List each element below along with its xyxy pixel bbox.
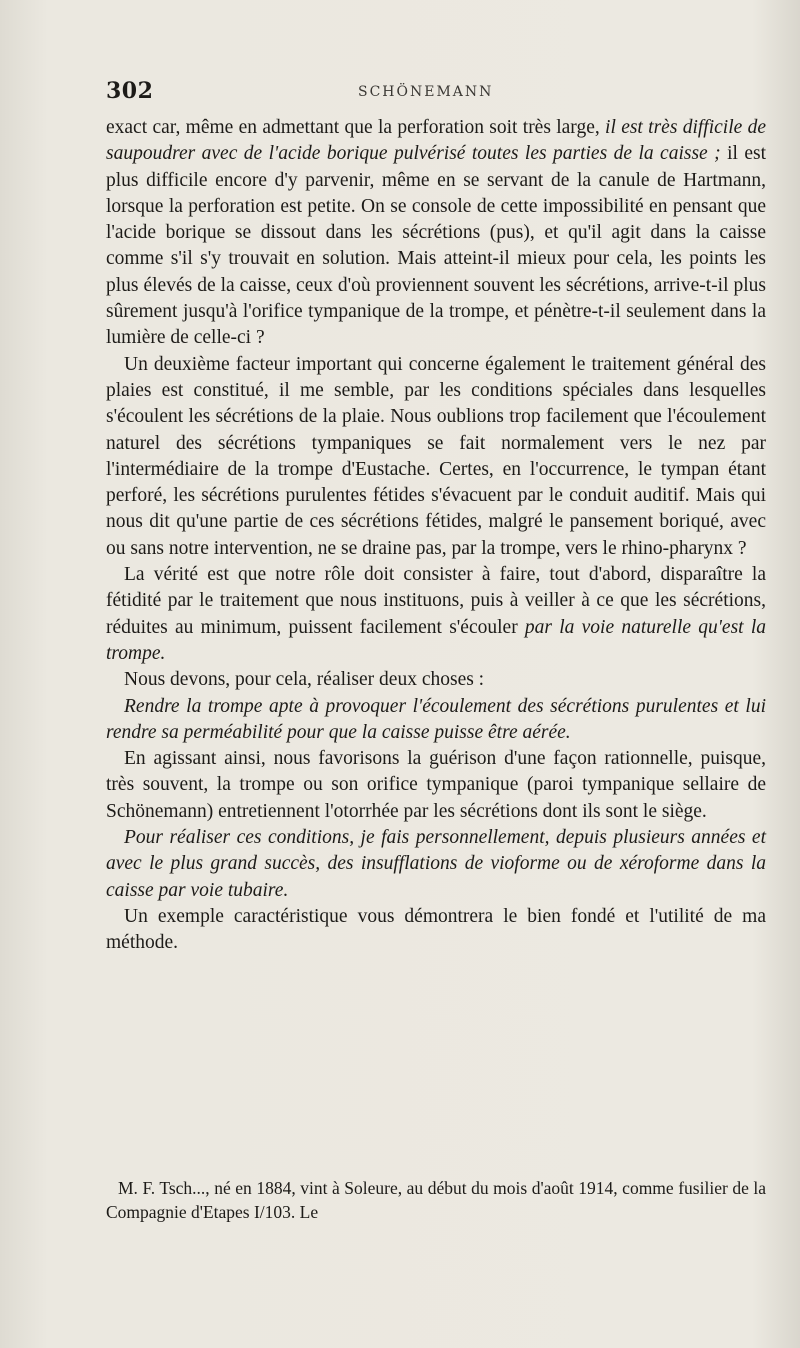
running-head: SCHÖNEMANN	[358, 84, 494, 100]
body-text-span: Nous devons, pour cela, réaliser deux choses :	[124, 669, 485, 691]
body-paragraph	[106, 746, 766, 825]
body-text-span: La vérité est que notre rôle doit consister à faire, tout d'abord, disparaître la fétidité par le traitement que nous instituons, puis à veiller à ce que les sécrétions, réduites au minimum, puissent facilement s'écouler	[106, 564, 766, 638]
case-report	[106, 1176, 766, 1224]
body-text-span: il est plus difficile encore d'y parvenir, même en se servant de la canule de Hartmann, lorsque la perforation est petite. On se console de cette impossibilité en pensant que l'acide borique se dissout dans les sécrétions (pus), et qu'il agit dans la caisse comme s'il s'y trouvait en solution. Mais atteint-il mieux pour cela, les points les plus élevés de la caisse, ceux d'où proviennent souvent les sécrétions, arrive-t-il plus sûrement jusqu'à l'orifice tympanique de la trompe, et pénètre-t-il seulement dans la lumière de celle-ci ?	[106, 143, 767, 349]
body-text-span: Un exemple caractéristique vous démontrera le bien fondé et l'utilité de ma méthode.	[106, 905, 766, 954]
body-text-span: Un deuxième facteur important qui concerne également le traitement général des plaies est constitué, il me semble, par les conditions spéciales dans lesquelles s'écoulent les sécrétions de la plaie. Nous oublions trop facilement que l'écoulement naturel des sécrétions tympaniques se fait normalement vers le nez par l'intermédiaire de la trompe d'Eustache. Certes, en l'occurrence, le tympan étant perforé, les sécrétions purulentes fétides s'évacuent par le conduit auditif. Mais qui nous dit qu'une partie de ces sécrétions fétides, malgré le pansement boriqué, avec ou sans notre intervention, ne se draine pas, par la trompe, vers le rhino-pharynx ?	[106, 353, 766, 559]
body-paragraph	[106, 667, 766, 693]
italic-text: par la voie naturelle qu'est la trompe.	[106, 616, 766, 664]
body-paragraph	[106, 562, 766, 667]
body-text	[106, 115, 766, 957]
body-paragraph	[106, 694, 766, 747]
case-report-paragraph: M. F. Tsch..., né en 1884, vint à Soleure, au début du mois d'août 1914, comme fusilier de la Compagnie d'Etapes I/103. Le	[106, 1178, 766, 1222]
body-paragraph	[106, 115, 766, 352]
page-header	[106, 78, 766, 108]
body-paragraph	[106, 352, 766, 562]
italic-text: il est très difficile de saupoudrer avec de l'acide borique pulvérisé toutes les parties de la caisse ;	[106, 117, 766, 165]
body-text-span: exact car, même en admettant que la perforation soit très large,	[106, 117, 606, 138]
italic-text: Rendre la trompe apte à provoquer l'écoulement des sécrétions purulentes et lui rendre sa perméabilité pour que la caisse puisse être aérée.	[106, 695, 766, 743]
page-number: 302	[106, 78, 154, 104]
italic-text: Pour réaliser ces conditions, je fais personnellement, depuis plusieurs années et avec le plus grand succès, des insufflations de vioforme ou de xéroforme dans la caisse par voie tubaire.	[106, 827, 766, 901]
body-paragraph	[106, 825, 766, 904]
body-text-span: En agissant ainsi, nous favorisons la guérison d'une façon rationnelle, puisque, très souvent, la trompe ou son orifice tympanique (paroi tympanique sellaire de Schönemann) entretiennent l'otorrhée par les sécrétions dont ils sont le siège.	[106, 748, 766, 822]
body-paragraph	[106, 904, 766, 957]
